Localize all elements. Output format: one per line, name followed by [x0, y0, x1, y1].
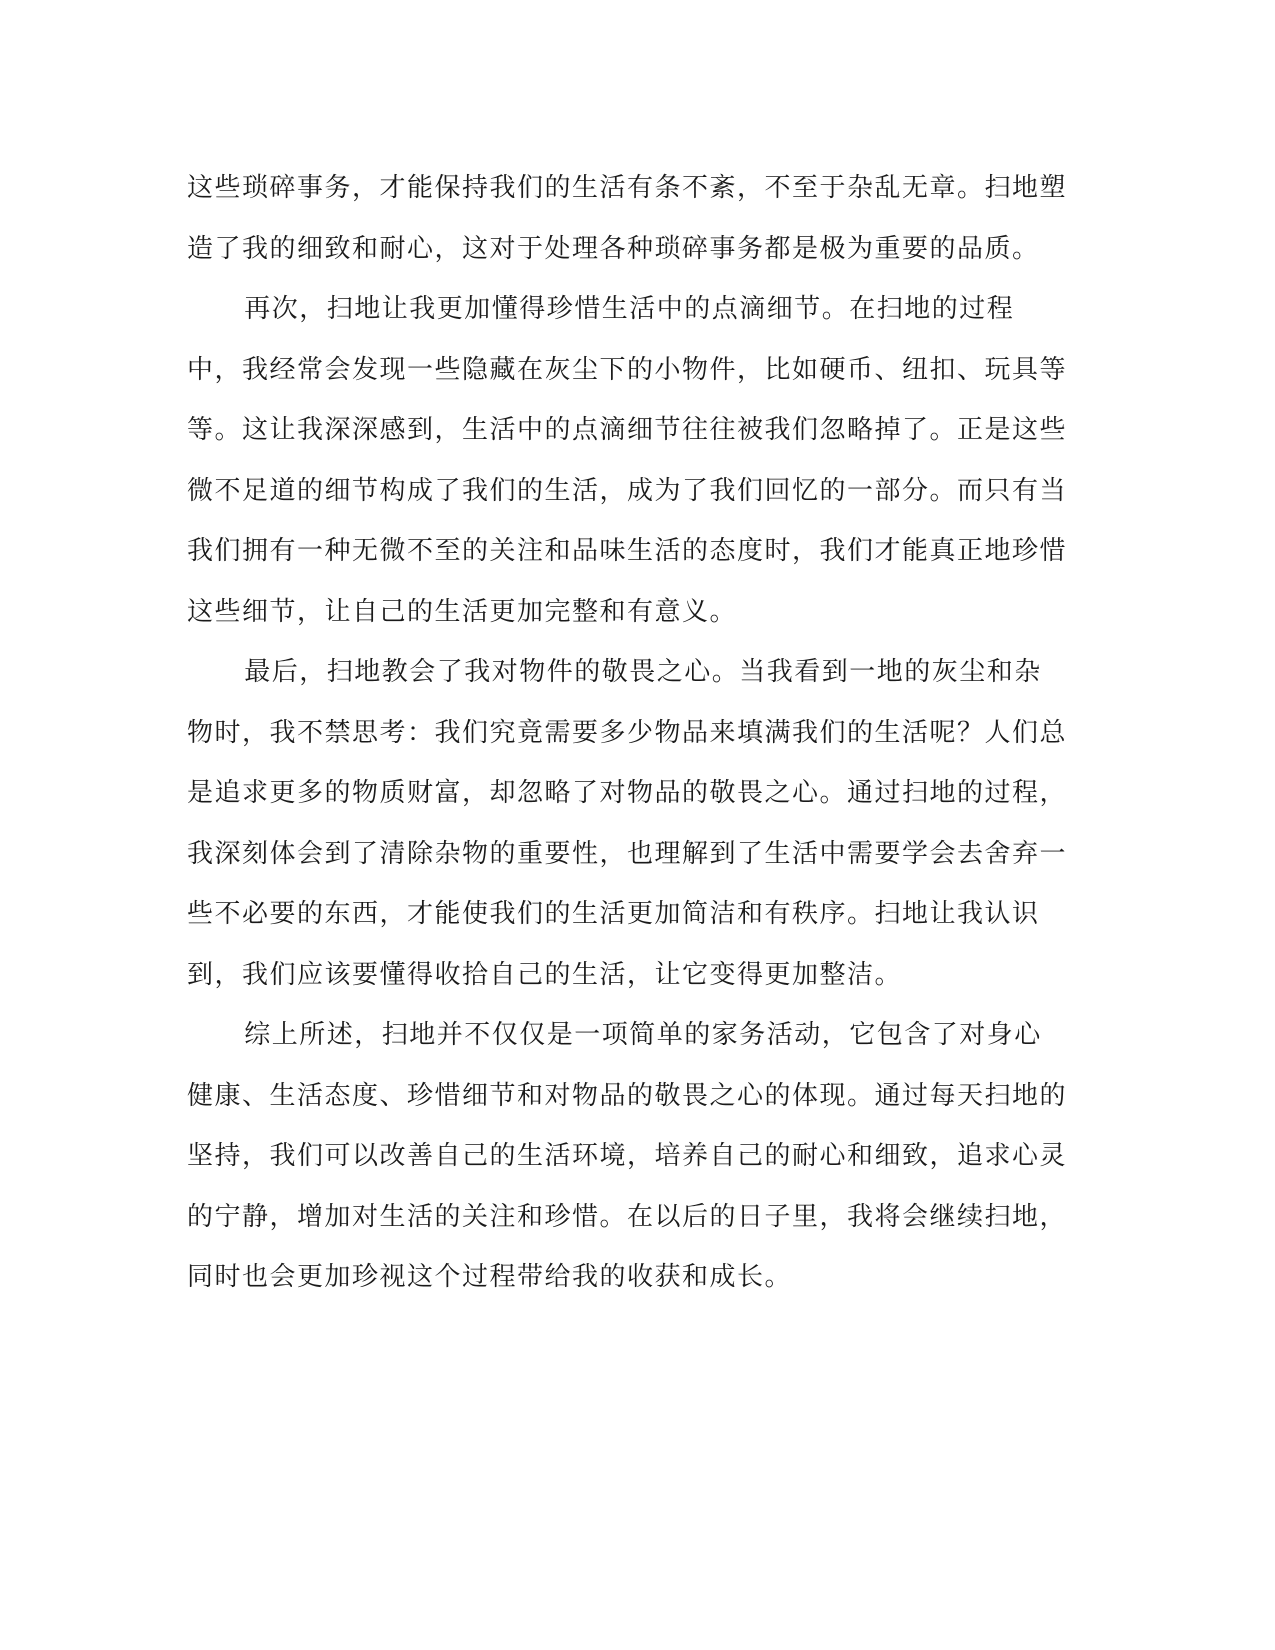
- paragraph-conclusion: 综上所述，扫地并不仅仅是一项简单的家务活动，它包含了对身心健康、生活态度、珍惜细节和对物品的敬畏之心的体现。通过每天扫地的坚持，我们可以改善自己的生活环境，培养自己的耐心和细致，追求心灵的宁静，增加对生活的关注和珍惜。在以后的日子里，我将会继续扫地，同时也会更加珍视这个过程带给我的收获和成长。: [187, 1020, 1068, 1292]
- body-text: [187, 158, 1067, 1308]
- paragraph-cherish-details: 再次，扫地让我更加懂得珍惜生活中的点滴细节。在扫地的过程中，我经常会发现一些隐藏在灰尘下的小物件，比如硬币、纽扣、玩具等等。这让我深深感到，生活中的点滴细节往往被我们忽略掉了。正是这些微不足道的细节构成了我们的生活，成为了我们回忆的一部分。而只有当我们拥有一种无微不至的关注和品味生活的态度时，我们才能真正地珍惜这些细节，让自己的生活更加完整和有意义。: [187, 294, 1068, 627]
- paragraph-continuation: 这些琐碎事务，才能保持我们的生活有条不紊，不至于杂乱无章。扫地塑造了我的细致和耐心，这对于处理各种琐碎事务都是极为重要的品质。: [187, 173, 1068, 264]
- paragraph-respect-objects: 最后，扫地教会了我对物件的敬畏之心。当我看到一地的灰尘和杂物时，我不禁思考：我们究竟需要多少物品来填满我们的生活呢？人们总是追求更多的物质财富，却忽略了对物品的敬畏之心。通过扫地的过程，我深刻体会到了清除杂物的重要性，也理解到了生活中需要学会去舍弃一些不必要的东西，才能使我们的生活更加简洁和有秩序。扫地让我认识到，我们应该要懂得收拾自己的生活，让它变得更加整洁。: [187, 657, 1068, 990]
